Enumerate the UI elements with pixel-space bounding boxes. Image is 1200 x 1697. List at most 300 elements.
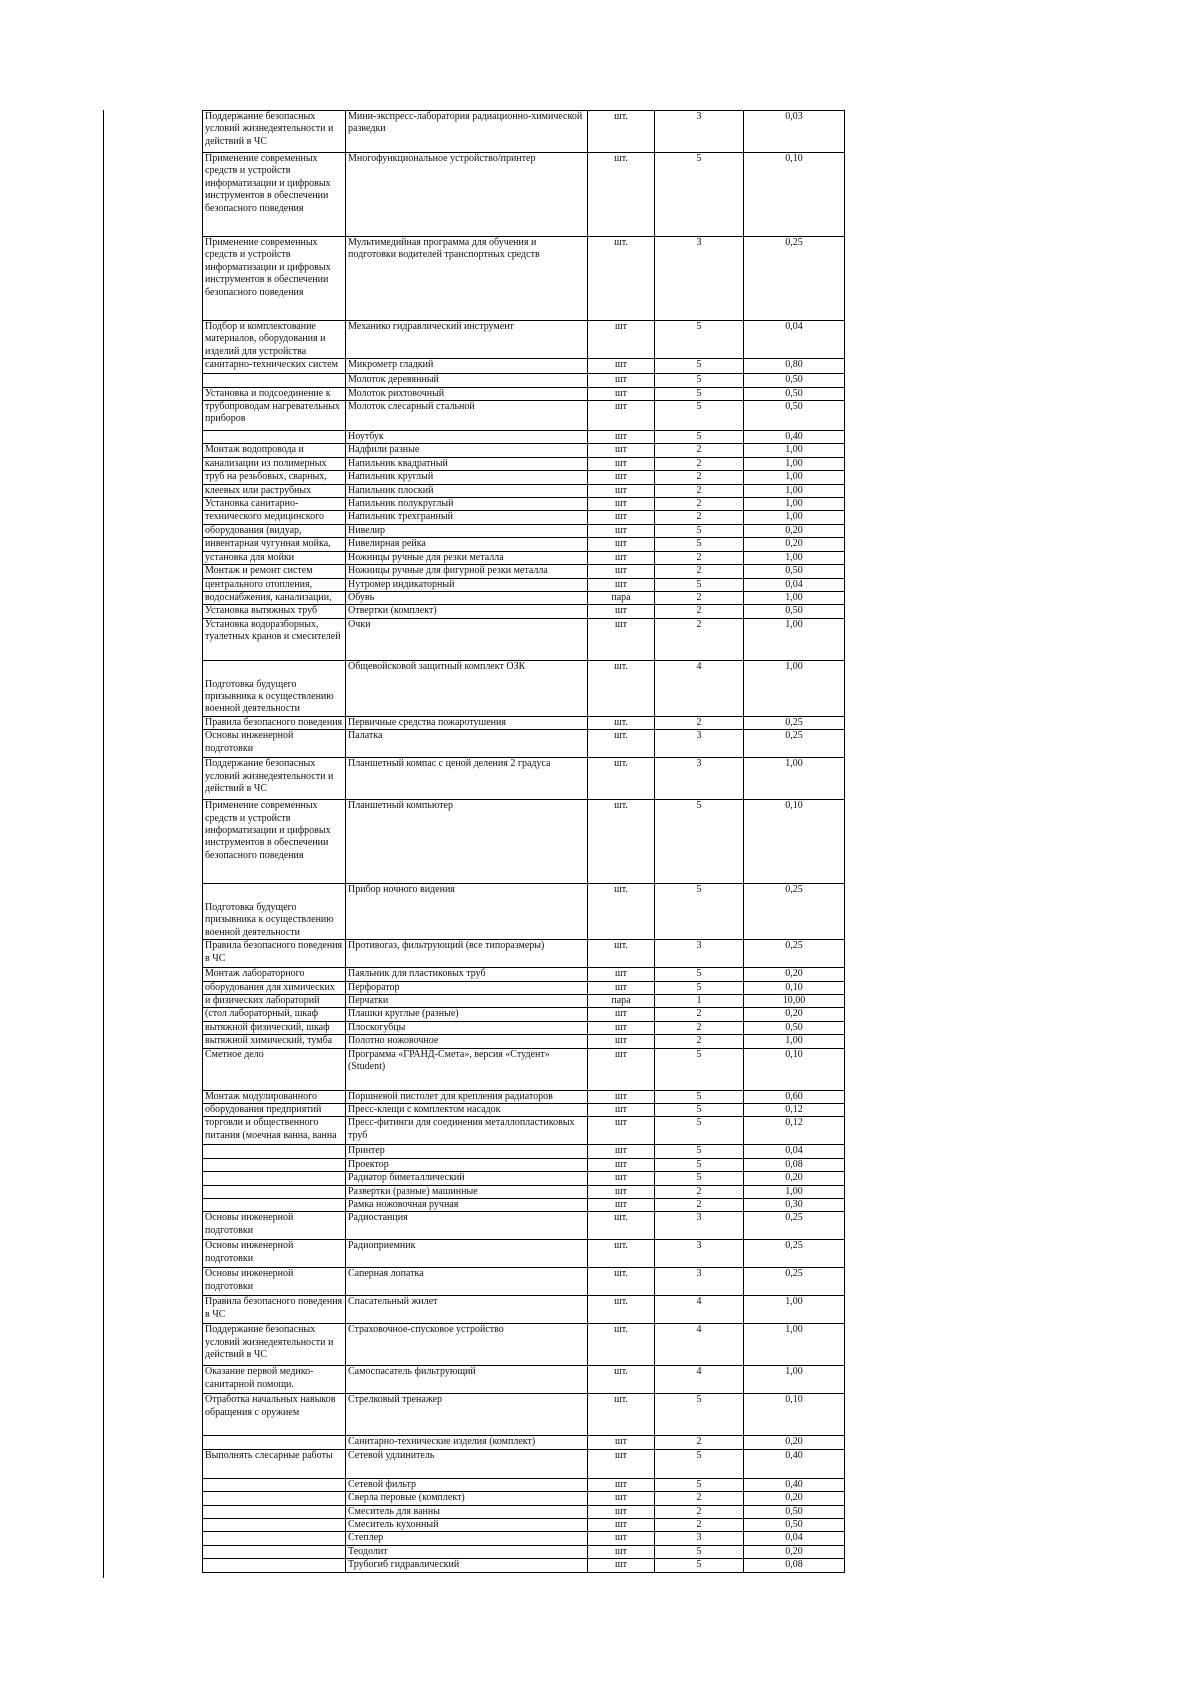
quantity-cell: 5 bbox=[655, 1559, 744, 1572]
unit-cell: шт. bbox=[588, 716, 655, 729]
equipment-table-body bbox=[203, 111, 845, 1573]
section-cell: Отработка начальных навыков обращения с оружием bbox=[203, 1394, 346, 1436]
unit-cell: шт bbox=[588, 968, 655, 981]
section-cell: и физических лабораторий bbox=[203, 994, 346, 1007]
unit-cell: шт. bbox=[588, 153, 655, 237]
item-name-cell: Молоток рихтовочный bbox=[346, 387, 588, 400]
quantity-cell: 5 bbox=[655, 1449, 744, 1478]
item-name-cell: Радиатор биметаллический bbox=[346, 1172, 588, 1185]
unit-cell: шт bbox=[588, 457, 655, 470]
section-cell bbox=[203, 1532, 346, 1545]
unit-cell: шт bbox=[588, 374, 655, 387]
norm-cell: 1,00 bbox=[744, 471, 845, 484]
unit-cell: шт bbox=[588, 524, 655, 537]
item-name-cell: Трубогиб гидравлический bbox=[346, 1559, 588, 1572]
table-row bbox=[203, 538, 845, 551]
unit-cell: шт bbox=[588, 1035, 655, 1048]
unit-cell: шт bbox=[588, 1145, 655, 1158]
table-row bbox=[203, 800, 845, 884]
item-name-cell: Молоток деревянный bbox=[346, 374, 588, 387]
quantity-cell: 2 bbox=[655, 565, 744, 578]
section-cell: Правила безопасного поведения в ЧС bbox=[203, 940, 346, 968]
item-name-cell: Радиостанция bbox=[346, 1212, 588, 1240]
section-cell: Основы инженерной подготовки bbox=[203, 1268, 346, 1296]
unit-cell: шт bbox=[588, 484, 655, 497]
item-name-cell: Первичные средства пожаротушения bbox=[346, 716, 588, 729]
table-row bbox=[203, 1199, 845, 1212]
norm-cell: 0,30 bbox=[744, 1199, 845, 1212]
norm-cell: 0,08 bbox=[744, 1559, 845, 1572]
quantity-cell: 2 bbox=[655, 716, 744, 729]
quantity-cell: 5 bbox=[655, 359, 744, 374]
unit-cell: шт bbox=[588, 401, 655, 431]
section-cell: клеевых или раструбных bbox=[203, 484, 346, 497]
item-name-cell: Планшетный компас с ценой деления 2 градуса bbox=[346, 758, 588, 800]
section-cell bbox=[203, 1436, 346, 1449]
item-name-cell: Напильник трехгранный bbox=[346, 511, 588, 524]
item-name-cell: Обувь bbox=[346, 591, 588, 604]
section-cell: Подготовка будущего призывника к осуществлению военной деятельности bbox=[203, 884, 346, 940]
unit-cell: пара bbox=[588, 994, 655, 1007]
table-row bbox=[203, 1449, 845, 1478]
item-name-cell: Надфили разные bbox=[346, 444, 588, 457]
unit-cell: шт bbox=[588, 538, 655, 551]
norm-cell: 1,00 bbox=[744, 660, 845, 716]
table-row bbox=[203, 994, 845, 1007]
quantity-cell: 5 bbox=[655, 321, 744, 359]
norm-cell: 0,50 bbox=[744, 374, 845, 387]
table-row bbox=[203, 551, 845, 564]
item-name-cell: Развертки (разные) машинные bbox=[346, 1185, 588, 1198]
table-row bbox=[203, 374, 845, 387]
item-name-cell: Смеситель кухонный bbox=[346, 1519, 588, 1532]
quantity-cell: 3 bbox=[655, 1212, 744, 1240]
item-name-cell: Сетевой удлинитель bbox=[346, 1449, 588, 1478]
unit-cell: шт bbox=[588, 565, 655, 578]
item-name-cell: Программа «ГРАНД-Смета», версия «Студент» (Student) bbox=[346, 1048, 588, 1090]
unit-cell: шт. bbox=[588, 1296, 655, 1324]
section-cell: Правила безопасного поведения в ЧС bbox=[203, 1296, 346, 1324]
quantity-cell: 5 bbox=[655, 1172, 744, 1185]
unit-cell: шт bbox=[588, 1545, 655, 1558]
section-cell bbox=[203, 374, 346, 387]
quantity-cell: 3 bbox=[655, 758, 744, 800]
unit-cell: шт. bbox=[588, 800, 655, 884]
quantity-cell: 4 bbox=[655, 1296, 744, 1324]
unit-cell: шт bbox=[588, 551, 655, 564]
section-cell: Установка и подсоединение к bbox=[203, 387, 346, 400]
unit-cell: шт bbox=[588, 1185, 655, 1198]
table-row bbox=[203, 618, 845, 660]
unit-cell: шт bbox=[588, 1478, 655, 1491]
norm-cell: 1,00 bbox=[744, 591, 845, 604]
quantity-cell: 3 bbox=[655, 111, 744, 153]
quantity-cell: 3 bbox=[655, 1240, 744, 1268]
unit-cell: шт bbox=[588, 1492, 655, 1505]
section-cell: Монтаж водопровода и bbox=[203, 444, 346, 457]
item-name-cell: Проектор bbox=[346, 1158, 588, 1171]
section-cell bbox=[203, 1545, 346, 1558]
table-row bbox=[203, 1559, 845, 1572]
item-name-cell: Ножницы ручные для фигурной резки металла bbox=[346, 565, 588, 578]
quantity-cell: 2 bbox=[655, 511, 744, 524]
section-cell: Применение современных средств и устройств информатизации и цифровых инструментов в обеспечении безопасного поведения bbox=[203, 237, 346, 321]
unit-cell: шт bbox=[588, 471, 655, 484]
quantity-cell: 2 bbox=[655, 1492, 744, 1505]
section-cell bbox=[203, 1559, 346, 1572]
unit-cell: шт bbox=[588, 387, 655, 400]
section-cell bbox=[203, 1492, 346, 1505]
item-name-cell: Пресс-фитинги для соединения металлопластиковых труб bbox=[346, 1117, 588, 1145]
norm-cell: 0,04 bbox=[744, 321, 845, 359]
section-cell: Оказание первой медико-санитарной помощи. bbox=[203, 1366, 346, 1394]
section-cell: Монтаж и ремонт систем bbox=[203, 565, 346, 578]
norm-cell: 0,10 bbox=[744, 981, 845, 994]
unit-cell: шт. bbox=[588, 940, 655, 968]
item-name-cell: Сетевой фильтр bbox=[346, 1478, 588, 1491]
unit-cell: шт. bbox=[588, 237, 655, 321]
unit-cell: шт bbox=[588, 1008, 655, 1021]
table-row bbox=[203, 444, 845, 457]
section-cell: труб на резьбовых, сварных, bbox=[203, 471, 346, 484]
section-cell bbox=[203, 1199, 346, 1212]
unit-cell: шт. bbox=[588, 1212, 655, 1240]
unit-cell: шт. bbox=[588, 1366, 655, 1394]
table-row bbox=[203, 660, 845, 716]
section-cell: установка для мойки bbox=[203, 551, 346, 564]
table-row bbox=[203, 1366, 845, 1394]
unit-cell: шт. bbox=[588, 1268, 655, 1296]
quantity-cell: 5 bbox=[655, 1394, 744, 1436]
quantity-cell: 4 bbox=[655, 1366, 744, 1394]
quantity-cell: 5 bbox=[655, 884, 744, 940]
norm-cell: 0,25 bbox=[744, 940, 845, 968]
table-row bbox=[203, 1145, 845, 1158]
item-name-cell: Самоспасатель фильтрующий bbox=[346, 1366, 588, 1394]
norm-cell: 0,40 bbox=[744, 431, 845, 444]
table-row bbox=[203, 940, 845, 968]
item-name-cell: Рамка ножовочная ручная bbox=[346, 1199, 588, 1212]
section-cell: Подготовка будущего призывника к осуществлению военной деятельности bbox=[203, 660, 346, 716]
table-row bbox=[203, 1478, 845, 1491]
quantity-cell: 5 bbox=[655, 1545, 744, 1558]
unit-cell: шт bbox=[588, 1505, 655, 1518]
quantity-cell: 5 bbox=[655, 1145, 744, 1158]
quantity-cell: 5 bbox=[655, 1158, 744, 1171]
unit-cell: шт bbox=[588, 431, 655, 444]
table-row bbox=[203, 1212, 845, 1240]
quantity-cell: 2 bbox=[655, 457, 744, 470]
unit-cell: шт. bbox=[588, 1324, 655, 1366]
section-cell: оборудования (видуар, bbox=[203, 524, 346, 537]
norm-cell: 0,40 bbox=[744, 1449, 845, 1478]
section-cell bbox=[203, 1478, 346, 1491]
item-name-cell: Ножницы ручные для резки металла bbox=[346, 551, 588, 564]
item-name-cell: Общевойсковой защитный комплект ОЗК bbox=[346, 660, 588, 716]
norm-cell: 0,50 bbox=[744, 1505, 845, 1518]
table-row bbox=[203, 1021, 845, 1034]
unit-cell: шт bbox=[588, 1172, 655, 1185]
table-row bbox=[203, 1090, 845, 1103]
norm-cell: 0,04 bbox=[744, 1145, 845, 1158]
item-name-cell: Нивелир bbox=[346, 524, 588, 537]
quantity-cell: 5 bbox=[655, 578, 744, 591]
item-name-cell: Нутромер индикаторный bbox=[346, 578, 588, 591]
table-row bbox=[203, 1240, 845, 1268]
norm-cell: 0,50 bbox=[744, 401, 845, 431]
item-name-cell: Отвертки (комплект) bbox=[346, 605, 588, 618]
quantity-cell: 3 bbox=[655, 1268, 744, 1296]
norm-cell: 0,20 bbox=[744, 968, 845, 981]
section-cell: Установка санитарно- bbox=[203, 498, 346, 511]
table-row bbox=[203, 431, 845, 444]
unit-cell: шт bbox=[588, 321, 655, 359]
item-name-cell: Спасательный жилет bbox=[346, 1296, 588, 1324]
quantity-cell: 3 bbox=[655, 940, 744, 968]
unit-cell: шт bbox=[588, 605, 655, 618]
section-cell: санитарно-технических систем bbox=[203, 359, 346, 374]
norm-cell: 0,25 bbox=[744, 884, 845, 940]
section-cell: Подбор и комплектование материалов, оборудования и изделий для устройства bbox=[203, 321, 346, 359]
norm-cell: 1,00 bbox=[744, 444, 845, 457]
quantity-cell: 2 bbox=[655, 471, 744, 484]
quantity-cell: 2 bbox=[655, 591, 744, 604]
quantity-cell: 3 bbox=[655, 730, 744, 758]
section-cell: вытяжной химический, тумба bbox=[203, 1035, 346, 1048]
quantity-cell: 2 bbox=[655, 1505, 744, 1518]
item-name-cell: Перфоратор bbox=[346, 981, 588, 994]
table-row bbox=[203, 471, 845, 484]
section-cell bbox=[203, 1172, 346, 1185]
section-cell: Выполнять слесарные работы bbox=[203, 1449, 346, 1478]
quantity-cell: 5 bbox=[655, 153, 744, 237]
unit-cell: шт. bbox=[588, 111, 655, 153]
quantity-cell: 5 bbox=[655, 1117, 744, 1145]
item-name-cell: Пресс-клещи с комплектом насадок bbox=[346, 1103, 588, 1116]
quantity-cell: 2 bbox=[655, 1185, 744, 1198]
section-cell: Поддержание безопасных условий жизнедеятельности и действий в ЧС bbox=[203, 1324, 346, 1366]
table-row bbox=[203, 1117, 845, 1145]
item-name-cell: Страховочное-спусковое устройство bbox=[346, 1324, 588, 1366]
unit-cell: шт bbox=[588, 498, 655, 511]
unit-cell: шт bbox=[588, 981, 655, 994]
section-cell: Основы инженерной подготовки bbox=[203, 730, 346, 758]
quantity-cell: 2 bbox=[655, 444, 744, 457]
table-row bbox=[203, 1394, 845, 1436]
quantity-cell: 2 bbox=[655, 551, 744, 564]
quantity-cell: 5 bbox=[655, 431, 744, 444]
norm-cell: 0,12 bbox=[744, 1103, 845, 1116]
unit-cell: шт. bbox=[588, 758, 655, 800]
table-row bbox=[203, 716, 845, 729]
unit-cell: шт. bbox=[588, 660, 655, 716]
table-row bbox=[203, 981, 845, 994]
unit-cell: шт bbox=[588, 1519, 655, 1532]
quantity-cell: 2 bbox=[655, 618, 744, 660]
norm-cell: 0,08 bbox=[744, 1158, 845, 1171]
table-row bbox=[203, 153, 845, 237]
section-cell: Поддержание безопасных условий жизнедеятельности и действий в ЧС bbox=[203, 758, 346, 800]
quantity-cell: 3 bbox=[655, 237, 744, 321]
table-row bbox=[203, 565, 845, 578]
unit-cell: шт bbox=[588, 1103, 655, 1116]
table-row bbox=[203, 578, 845, 591]
section-cell: трубопроводам нагревательных приборов bbox=[203, 401, 346, 431]
quantity-cell: 5 bbox=[655, 1478, 744, 1491]
norm-cell: 0,50 bbox=[744, 1021, 845, 1034]
quantity-cell: 1 bbox=[655, 994, 744, 1007]
norm-cell: 0,25 bbox=[744, 1268, 845, 1296]
norm-cell: 1,00 bbox=[744, 618, 845, 660]
section-cell: Сметное дело bbox=[203, 1048, 346, 1090]
norm-cell: 1,00 bbox=[744, 498, 845, 511]
item-name-cell: Полотно ножовочное bbox=[346, 1035, 588, 1048]
item-name-cell: Молоток слесарный стальной bbox=[346, 401, 588, 431]
section-cell: центрального отопления, bbox=[203, 578, 346, 591]
unit-cell: шт bbox=[588, 359, 655, 374]
section-cell: Основы инженерной подготовки bbox=[203, 1240, 346, 1268]
norm-cell: 0,10 bbox=[744, 153, 845, 237]
table-row bbox=[203, 1519, 845, 1532]
table-row bbox=[203, 1008, 845, 1021]
section-cell bbox=[203, 1185, 346, 1198]
quantity-cell: 2 bbox=[655, 1436, 744, 1449]
table-row bbox=[203, 1296, 845, 1324]
norm-cell: 1,00 bbox=[744, 1324, 845, 1366]
unit-cell: шт bbox=[588, 1048, 655, 1090]
unit-cell: пара bbox=[588, 591, 655, 604]
item-name-cell: Очки bbox=[346, 618, 588, 660]
quantity-cell: 2 bbox=[655, 498, 744, 511]
table-row bbox=[203, 884, 845, 940]
section-cell: технического медицинского bbox=[203, 511, 346, 524]
section-cell: (стол лабораторный, шкаф bbox=[203, 1008, 346, 1021]
norm-cell: 0,10 bbox=[744, 800, 845, 884]
section-cell: оборудования предприятий bbox=[203, 1103, 346, 1116]
quantity-cell: 5 bbox=[655, 374, 744, 387]
table-row bbox=[203, 1035, 845, 1048]
table-row bbox=[203, 387, 845, 400]
unit-cell: шт bbox=[588, 578, 655, 591]
section-cell: Монтаж модулированного bbox=[203, 1090, 346, 1103]
norm-cell: 1,00 bbox=[744, 511, 845, 524]
unit-cell: шт bbox=[588, 1559, 655, 1572]
unit-cell: шт bbox=[588, 511, 655, 524]
unit-cell: шт bbox=[588, 1021, 655, 1034]
norm-cell: 0,20 bbox=[744, 538, 845, 551]
item-name-cell: Напильник полукруглый bbox=[346, 498, 588, 511]
item-name-cell: Санитарно-технические изделия (комплект) bbox=[346, 1436, 588, 1449]
quantity-cell: 5 bbox=[655, 387, 744, 400]
table-row bbox=[203, 237, 845, 321]
item-name-cell: Ноутбук bbox=[346, 431, 588, 444]
table-row bbox=[203, 1505, 845, 1518]
table-row bbox=[203, 968, 845, 981]
norm-cell: 0,40 bbox=[744, 1478, 845, 1491]
item-name-cell: Перчатки bbox=[346, 994, 588, 1007]
norm-cell: 1,00 bbox=[744, 484, 845, 497]
norm-cell: 0,50 bbox=[744, 605, 845, 618]
section-cell: Монтаж лабораторного bbox=[203, 968, 346, 981]
item-name-cell: Прибор ночного видения bbox=[346, 884, 588, 940]
section-cell: Применение современных средств и устройств информатизации и цифровых инструментов в обеспечении безопасного поведения bbox=[203, 800, 346, 884]
quantity-cell: 2 bbox=[655, 1021, 744, 1034]
item-name-cell: Планшетный компьютер bbox=[346, 800, 588, 884]
section-cell bbox=[203, 1519, 346, 1532]
norm-cell: 0,12 bbox=[744, 1117, 845, 1145]
norm-cell: 0,20 bbox=[744, 524, 845, 537]
quantity-cell: 3 bbox=[655, 1532, 744, 1545]
item-name-cell: Смеситель для ванны bbox=[346, 1505, 588, 1518]
unit-cell: шт bbox=[588, 1090, 655, 1103]
section-cell: торговли и общественного питания (моечная ванна, ванна bbox=[203, 1117, 346, 1145]
norm-cell: 0,50 bbox=[744, 565, 845, 578]
unit-cell: шт. bbox=[588, 1394, 655, 1436]
table-row bbox=[203, 524, 845, 537]
equipment-table bbox=[202, 110, 845, 1573]
quantity-cell: 5 bbox=[655, 800, 744, 884]
item-name-cell: Паяльник для пластиковых труб bbox=[346, 968, 588, 981]
section-cell bbox=[203, 431, 346, 444]
quantity-cell: 5 bbox=[655, 1103, 744, 1116]
quantity-cell: 2 bbox=[655, 1199, 744, 1212]
quantity-cell: 2 bbox=[655, 484, 744, 497]
section-cell bbox=[203, 1145, 346, 1158]
section-cell bbox=[203, 1158, 346, 1171]
quantity-cell: 2 bbox=[655, 605, 744, 618]
norm-cell: 1,00 bbox=[744, 758, 845, 800]
norm-cell: 1,00 bbox=[744, 1296, 845, 1324]
unit-cell: шт. bbox=[588, 730, 655, 758]
item-name-cell: Принтер bbox=[346, 1145, 588, 1158]
table-row bbox=[203, 730, 845, 758]
unit-cell: шт. bbox=[588, 1240, 655, 1268]
quantity-cell: 4 bbox=[655, 1324, 744, 1366]
item-name-cell: Механико гидравлический инструмент bbox=[346, 321, 588, 359]
table-row bbox=[203, 605, 845, 618]
table-row bbox=[203, 1172, 845, 1185]
section-cell: Применение современных средств и устройств информатизации и цифровых инструментов в обеспечении безопасного поведения bbox=[203, 153, 346, 237]
quantity-cell: 5 bbox=[655, 981, 744, 994]
table-row bbox=[203, 1436, 845, 1449]
table-row bbox=[203, 758, 845, 800]
norm-cell: 1,00 bbox=[744, 1366, 845, 1394]
norm-cell: 0,10 bbox=[744, 1394, 845, 1436]
section-cell bbox=[203, 1505, 346, 1518]
item-name-cell: Многофункциональное устройство/принтер bbox=[346, 153, 588, 237]
norm-cell: 0,25 bbox=[744, 1240, 845, 1268]
table-row bbox=[203, 1048, 845, 1090]
norm-cell: 0,25 bbox=[744, 730, 845, 758]
unit-cell: шт bbox=[588, 1436, 655, 1449]
quantity-cell: 2 bbox=[655, 1035, 744, 1048]
item-name-cell: Нивелирная рейка bbox=[346, 538, 588, 551]
norm-cell: 0,50 bbox=[744, 387, 845, 400]
norm-cell: 0,20 bbox=[744, 1008, 845, 1021]
item-name-cell: Противогаз, фильтрующий (все типоразмеры) bbox=[346, 940, 588, 968]
section-cell: канализации из полимерных bbox=[203, 457, 346, 470]
unit-cell: шт bbox=[588, 618, 655, 660]
item-name-cell: Теодолит bbox=[346, 1545, 588, 1558]
item-name-cell: Степлер bbox=[346, 1532, 588, 1545]
table-row bbox=[203, 457, 845, 470]
table-row bbox=[203, 1324, 845, 1366]
section-cell: вытяжной физический, шкаф bbox=[203, 1021, 346, 1034]
quantity-cell: 5 bbox=[655, 968, 744, 981]
table-row bbox=[203, 511, 845, 524]
norm-cell: 0,25 bbox=[744, 237, 845, 321]
quantity-cell: 5 bbox=[655, 1048, 744, 1090]
